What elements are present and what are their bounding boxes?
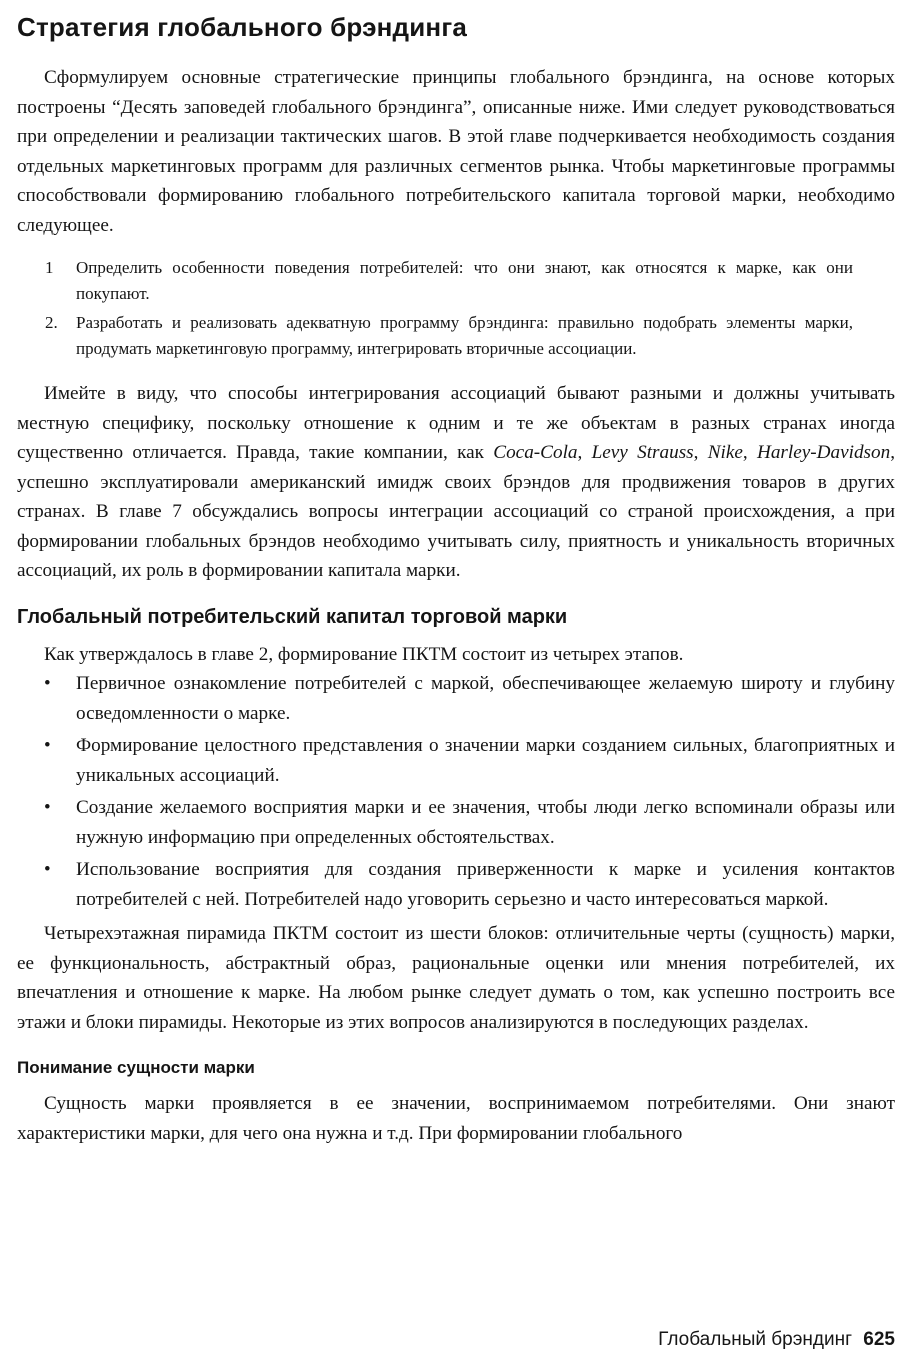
bullet-text: Использование восприятия для создания приверженности к марке и усиления контактов потребителей с ней. Потребителей надо уговорить серьезно и часто интересоваться маркой. — [76, 859, 895, 910]
separator: , — [577, 442, 592, 463]
pyramid-paragraph: Четырехэтажная пирамида ПКТМ состоит из шести блоков: отличительные черты (сущность) марки, ее функциональность, абстрактный образ, рациональные оценки или мнения потребителей, их впечатления и отношение к марке. На любом рынке следует думать о том, как успешно построить все этажи и блоки пирамиды. Некоторые из этих вопросов анализируются в последующих разделах. — [17, 923, 895, 1033]
bullet-item — [17, 793, 895, 852]
list-item-text: Разработать и реализовать адекватную программу брэндинга: правильно подобрать элементы марки, продумать маркетинговую программу, интегрировать вторичные ассоциации. — [76, 313, 853, 358]
bullet-item — [17, 855, 895, 914]
paragraph-text: Имейте в виду, что способы интегрирования ассоциаций бывают разными и должны учитывать местную специфику, поскольку отношение к одним и те же объектам в разных странах иногда существенно отличается. Правда, такие компании, как — [17, 383, 895, 463]
brand-name-levy-strauss: Levy Strauss — [591, 442, 694, 463]
bullet-item — [17, 669, 895, 728]
list-number: 2. — [45, 313, 58, 332]
intro-paragraph: Сформулируем основные стратегические принципы глобального брэндинга, на основе которых построены “Десять заповедей глобального брэндинга”, описанные ниже. Ими следует руководствоваться при определении и реализации тактических шагов. В этой главе подчеркивается необходимость создания отдельных маркетинговых программ для различных сегментов рынка. Чтобы маркетинговые программы способствовали формированию глобального потребительского капитала торговой марки, необходимо следующее. — [17, 67, 895, 236]
list-number: 1 — [45, 258, 54, 277]
bullet-text: Первичное ознакомление потребителей с маркой, обеспечивающее желаемую широту и глубину осведомленности о марке. — [76, 673, 895, 724]
numbered-list-item — [17, 310, 895, 362]
numbered-list — [17, 255, 895, 362]
bullet-item — [17, 731, 895, 790]
brand-name-harley-davidson: Harley-Davidson — [756, 442, 891, 463]
list-item-text: Определить особенности поведения потребителей: что они знают, как относятся к марке, как они покупают. — [76, 258, 853, 303]
numbered-list-item — [17, 255, 895, 307]
bullet-icon: • — [44, 673, 51, 694]
section-heading: Глобальный потребительский капитал торговой марки — [17, 605, 568, 628]
section-intro: Как утверждалось в главе 2, формирование ПКТМ состоит из четырех этапов. — [44, 643, 684, 665]
brand-name-coca-cola: Coca-Cola — [493, 442, 578, 463]
separator: , — [693, 442, 708, 463]
bullet-icon: • — [44, 859, 51, 880]
page-title: Стратегия глобального брэндинга — [17, 12, 468, 42]
page-footer — [658, 1326, 895, 1354]
associations-paragraph — [17, 379, 895, 586]
bullet-text: Создание желаемого восприятия марки и ее значения, чтобы люди легко вспоминали образы или нужную информацию при определенных обстоятельствах. — [76, 797, 895, 848]
page-number: 625 — [863, 1329, 895, 1350]
bullet-text: Формирование целостного представления о значении марки созданием сильных, благоприятных и уникальных ассоциаций. — [76, 735, 895, 786]
paragraph-text: , успешно эксплуатировали американский имидж своих брэндов для продвижения товаров в других странах. В главе 7 обсуждались вопросы интеграции ассоциаций со страной происхождения, а при формировании глобальных брэндов необходимо учитывать силу, приятность и уникальность вторичных ассоциаций, их роль в формировании капитала марки. — [17, 442, 895, 581]
running-title: Глобальный брэндинг — [658, 1329, 853, 1350]
bullet-list — [17, 669, 895, 914]
separator: , — [742, 442, 757, 463]
subsection-heading: Понимание сущности марки — [17, 1058, 255, 1077]
brand-name-nike: Nike — [707, 442, 743, 463]
bullet-icon: • — [44, 797, 51, 818]
bullet-icon: • — [44, 735, 51, 756]
essence-paragraph: Сущность марки проявляется в ее значении, воспринимаемом потребителями. Они знают характеристики марки, для чего она нужна и т.д. При формировании глобального — [17, 1093, 895, 1144]
